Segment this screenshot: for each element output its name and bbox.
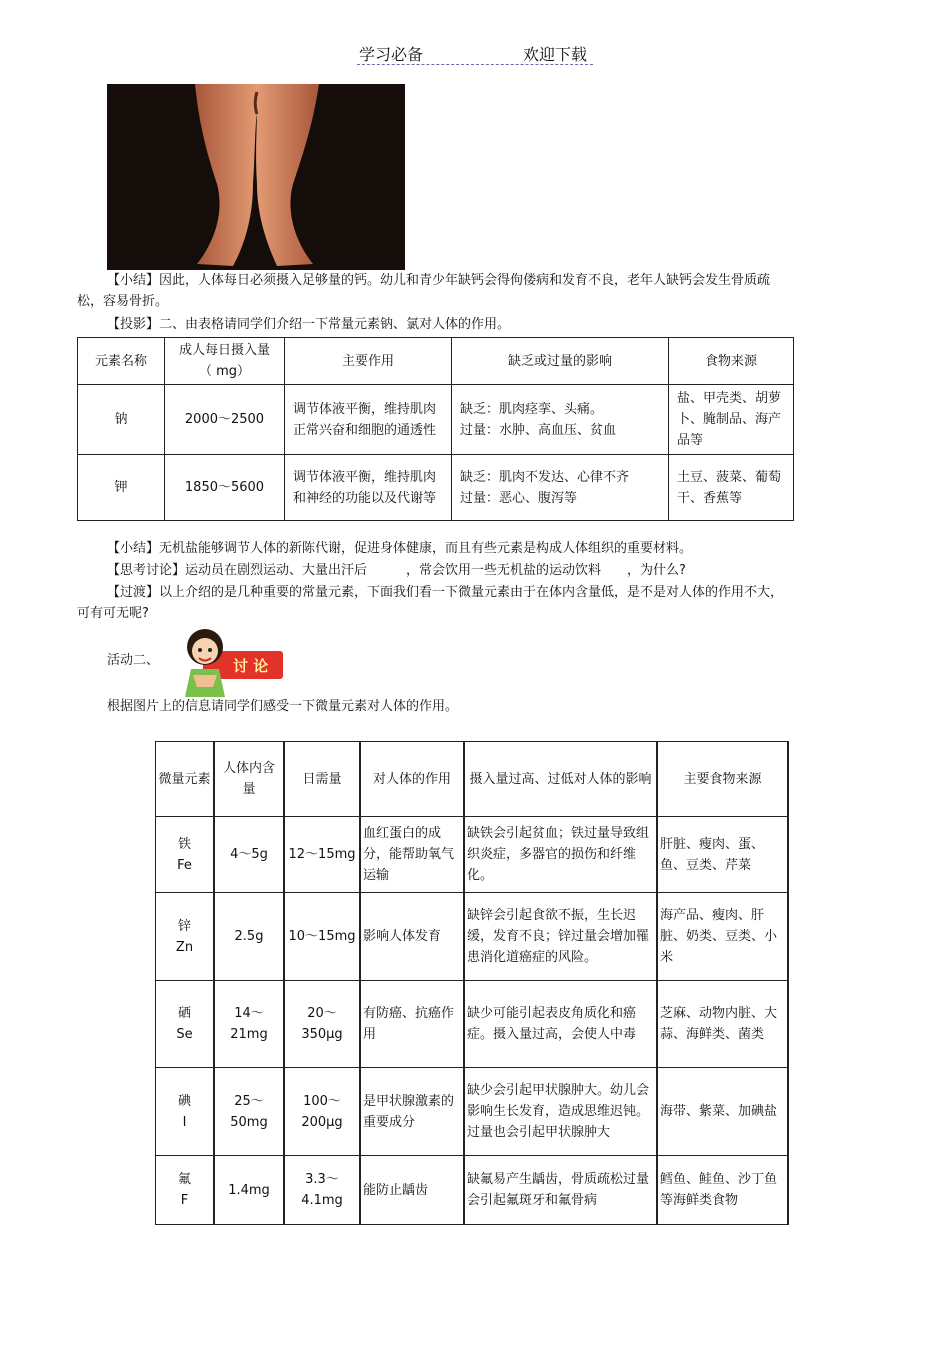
body-role: 血红蛋白的成分，能帮助氧气运输 [360,817,464,893]
effect-excess: 过量：水肿、高血压、贫血 [460,422,617,438]
effect-lack: 缺乏：肌肉痉挛、头痛。 [460,401,604,417]
activity-label: 活动二、 [107,653,160,668]
body-role: 有防癌、抗癌作用 [360,981,464,1068]
header-cell: 食物来源 [669,338,794,385]
sticker-label: 讨 论 [233,657,269,675]
intake-effect: 缺铁会引起贫血；铁过量导致组织炎症，多器官的损伤和纤维化。 [464,817,657,893]
effect-excess: 过量：恶心、腹泻等 [460,490,578,506]
header-cell: 主要作用 [285,338,452,385]
food-source: 盐、甲壳类、胡萝卜、腌制品、海产品等 [669,385,794,455]
table-row [156,893,789,981]
food-source: 鳕鱼、鲑鱼、沙丁鱼等海鲜类食物 [657,1156,788,1225]
body-content: 4～5g [214,817,284,893]
header-cell: 主要食物来源 [657,742,788,817]
header-cell: 成人每日摄入量（ mg） [165,338,285,385]
element-cell [156,1068,215,1156]
trace-element-table [155,741,789,1225]
header-cell: 摄入量过高、过低对人体的影响 [464,742,657,817]
food-source: 海产品、瘦肉、肝脏、奶类、豆类、小米 [657,893,788,981]
element-name: 钾 [78,455,165,521]
effect-cell [452,385,669,455]
header-cell: 人体内含量 [214,742,284,817]
element-symbol: Se [176,1027,193,1042]
daily-need: 10～15mg [284,893,360,981]
main-role: 调节体液平衡，维持肌肉正常兴奋和细胞的通透性 [285,385,452,455]
table-row [78,455,794,521]
body-role: 能防止龋齿 [360,1156,464,1225]
daily-need: 3.3～4.1mg [284,1156,360,1225]
element-name: 氟 [177,1172,191,1187]
element-cell [156,1156,215,1225]
food-source: 芝麻、动物内脏、大蒜、海鲜类、菌类 [657,981,788,1068]
element-name: 铁 [177,836,191,852]
table-row [156,981,789,1068]
projection-note: 【投影】二、由表格请同学们介绍一下常量元素钠、氯对人体的作用。 [107,317,511,332]
body-content: 2.5g [214,893,284,981]
header-cell: 元素名称 [78,338,165,385]
element-name: 锌 [177,918,191,934]
body-content: 14～21mg [214,981,284,1068]
element-name: 钠 [78,385,165,455]
rickets-legs-photo [107,84,405,270]
element-cell [156,817,215,893]
table-header-row [156,742,789,817]
element-cell [156,981,215,1068]
intake-effect: 缺少可能引起表皮角质化和癌症。摄入量过高，会使人中毒 [464,981,657,1068]
daily-need: 100～200μg [284,1068,360,1156]
table-row [156,1156,789,1225]
element-symbol: F [180,1193,189,1208]
header-cell: 微量元素 [156,742,215,817]
element-symbol: Fe [177,857,192,873]
header-cell: 日需量 [284,742,360,817]
element-symbol: Zn [175,939,194,955]
daily-amount: 2000～2500 [165,385,285,455]
intake-effect: 缺氟易产生龋齿，骨质疏松过量会引起氟斑牙和氟骨病 [464,1156,657,1225]
element-cell [156,893,215,981]
header-left: 学习必备 [359,45,424,64]
body-content: 25～50mg [214,1068,284,1156]
page-header [357,40,593,65]
summary-calcium: 【小结】因此，人体每日必须摄入足够量的钙。幼儿和青少年缺钙会得佝偻病和发育不良，老年人缺钙会发生骨质疏松，容易骨折。 [77,273,771,309]
header-cell: 对人体的作用 [360,742,464,817]
body-role: 是甲状腺激素的重要成分 [360,1068,464,1156]
table-row [156,1068,789,1156]
daily-amount: 1850～5600 [165,455,285,521]
daily-need: 20～350μg [284,981,360,1068]
table-header-row [78,338,794,385]
discussion-question: 【思考讨论】运动员在剧烈运动、大量出汗后 ，常会饮用一些无机盐的运动饮料 ，为什么? [107,563,686,578]
header-cell: 缺乏或过量的影响 [452,338,669,385]
effect-lack: 缺乏：肌肉不发达、心律不齐 [460,469,630,485]
intake-effect: 缺锌会引起食欲不振，生长迟缓，发育不良；锌过量会增加罹患消化道癌症的风险。 [464,893,657,981]
header-right: 欢迎下载 [522,45,587,64]
table-row [156,817,789,893]
effect-cell [452,455,669,521]
table-row [78,385,794,455]
element-name: 硒 [177,1006,191,1021]
food-source: 海带、紫菜、加碘盐 [657,1068,788,1156]
macro-element-table [77,337,794,521]
food-source: 土豆、菠菜、葡萄干、香蕉等 [669,455,794,521]
body-content: 1.4mg [214,1156,284,1225]
element-symbol: I [182,1114,187,1130]
instruction-text: 根据图片上的信息请同学们感受一下微量元素对人体的作用。 [107,699,459,714]
discussion-girl-sticker [175,625,283,697]
main-role: 调节体液平衡，维持肌肉和神经的功能以及代谢等 [285,455,452,521]
summary-inorganic-salts: 【小结】无机盐能够调节人体的新陈代谢，促进身体健康，而且有些元素是构成人体组织的重要材料。 [107,541,693,556]
food-source: 肝脏、瘦肉、蛋、鱼、豆类、芹菜 [657,817,788,893]
intake-effect: 缺少会引起甲状腺肿大。幼儿会影响生长发育，造成思维迟钝。过量也会引起甲状腺肿大 [464,1068,657,1156]
daily-need: 12～15mg [284,817,360,893]
element-name: 碘 [177,1093,191,1109]
transition-note: 【过渡】以上介绍的是几种重要的常量元素，下面我们看一下微量元素由于在体内含量低，是不是对人体的作用不大，可有可无呢? [77,585,784,621]
body-role: 影响人体发育 [360,893,464,981]
